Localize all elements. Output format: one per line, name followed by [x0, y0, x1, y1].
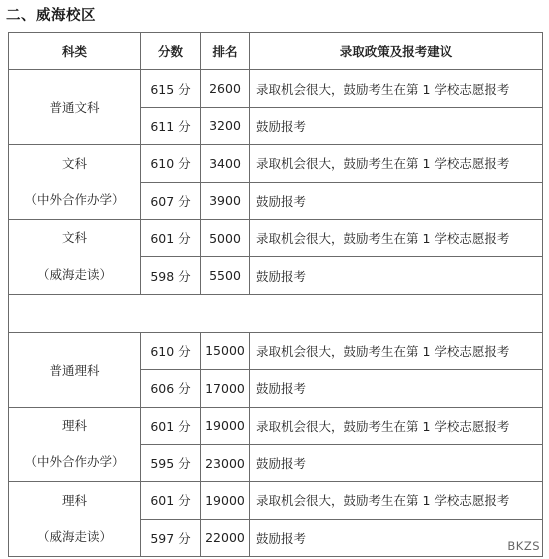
rank-cell: 22000: [201, 519, 250, 556]
category-cell: [9, 482, 141, 557]
score-cell: 615 分: [141, 70, 201, 107]
table-row: [9, 407, 543, 444]
category-cell: 普通理科: [9, 332, 141, 407]
advice-cell: 录取机会很大，鼓励考生在第 1 学校志愿报考: [250, 407, 543, 444]
advice-cell: 鼓励报考: [250, 257, 543, 294]
admission-table: [8, 32, 543, 557]
category-subline: （中外合作办学）: [24, 454, 125, 470]
advice-cell: 录取机会很大，鼓励考生在第 1 学校志愿报考: [250, 482, 543, 519]
category-subline: （威海走读）: [36, 529, 112, 545]
rank-cell: 3200: [201, 107, 250, 144]
category-subline: （威海走读）: [36, 266, 112, 282]
rank-cell: 2600: [201, 70, 250, 107]
advice-cell: 鼓励报考: [250, 444, 543, 481]
header-advice: 录取政策及报考建议: [250, 33, 543, 70]
advice-cell: 鼓励报考: [250, 519, 543, 556]
score-cell: 610 分: [141, 145, 201, 182]
category-cell: [9, 145, 141, 220]
category-line: 文科: [61, 230, 87, 246]
header-score: 分数: [141, 33, 201, 70]
category-line: 文科: [61, 155, 87, 171]
blank-separator-row: [9, 294, 543, 332]
advice-cell: 录取机会很大，鼓励考生在第 1 学校志愿报考: [250, 145, 543, 182]
score-cell: 610 分: [141, 332, 201, 369]
table-row: [9, 145, 543, 182]
category-line: 理科: [61, 492, 87, 508]
category-cell: [9, 407, 141, 482]
header-rank: 排名: [201, 33, 250, 70]
rank-cell: 3900: [201, 182, 250, 219]
rank-cell: 5500: [201, 257, 250, 294]
score-cell: 601 分: [141, 407, 201, 444]
advice-cell: 录取机会很大，鼓励考生在第 1 学校志愿报考: [250, 332, 543, 369]
score-cell: 606 分: [141, 370, 201, 407]
rank-cell: 23000: [201, 444, 250, 481]
watermark-text: BKZS: [507, 539, 540, 553]
advice-cell: 录取机会很大，鼓励考生在第 1 学校志愿报考: [250, 219, 543, 256]
advice-cell: 鼓励报考: [250, 370, 543, 407]
rank-cell: 19000: [201, 407, 250, 444]
advice-cell: 录取机会很大，鼓励考生在第 1 学校志愿报考: [250, 70, 543, 107]
advice-cell: 鼓励报考: [250, 107, 543, 144]
rank-cell: 3400: [201, 145, 250, 182]
rank-cell: 19000: [201, 482, 250, 519]
score-cell: 601 分: [141, 219, 201, 256]
table-row: [9, 70, 543, 107]
score-cell: 598 分: [141, 257, 201, 294]
category-cell: 普通文科: [9, 70, 141, 145]
rank-cell: 17000: [201, 370, 250, 407]
category-cell: [9, 219, 141, 294]
rank-cell: 15000: [201, 332, 250, 369]
category-line: 理科: [61, 418, 87, 434]
advice-cell: 鼓励报考: [250, 182, 543, 219]
score-cell: 601 分: [141, 482, 201, 519]
table-row: [9, 482, 543, 519]
score-cell: 597 分: [141, 519, 201, 556]
header-category: 科类: [9, 33, 141, 70]
section-title: 二、威海校区: [6, 8, 96, 24]
table-header-row: [9, 33, 543, 70]
score-cell: 595 分: [141, 444, 201, 481]
rank-cell: 5000: [201, 219, 250, 256]
table-row: [9, 332, 543, 369]
score-cell: 607 分: [141, 182, 201, 219]
blank-cell: [9, 294, 543, 332]
category-subline: （中外合作办学）: [24, 192, 125, 208]
score-cell: 611 分: [141, 107, 201, 144]
table-row: [9, 219, 543, 256]
